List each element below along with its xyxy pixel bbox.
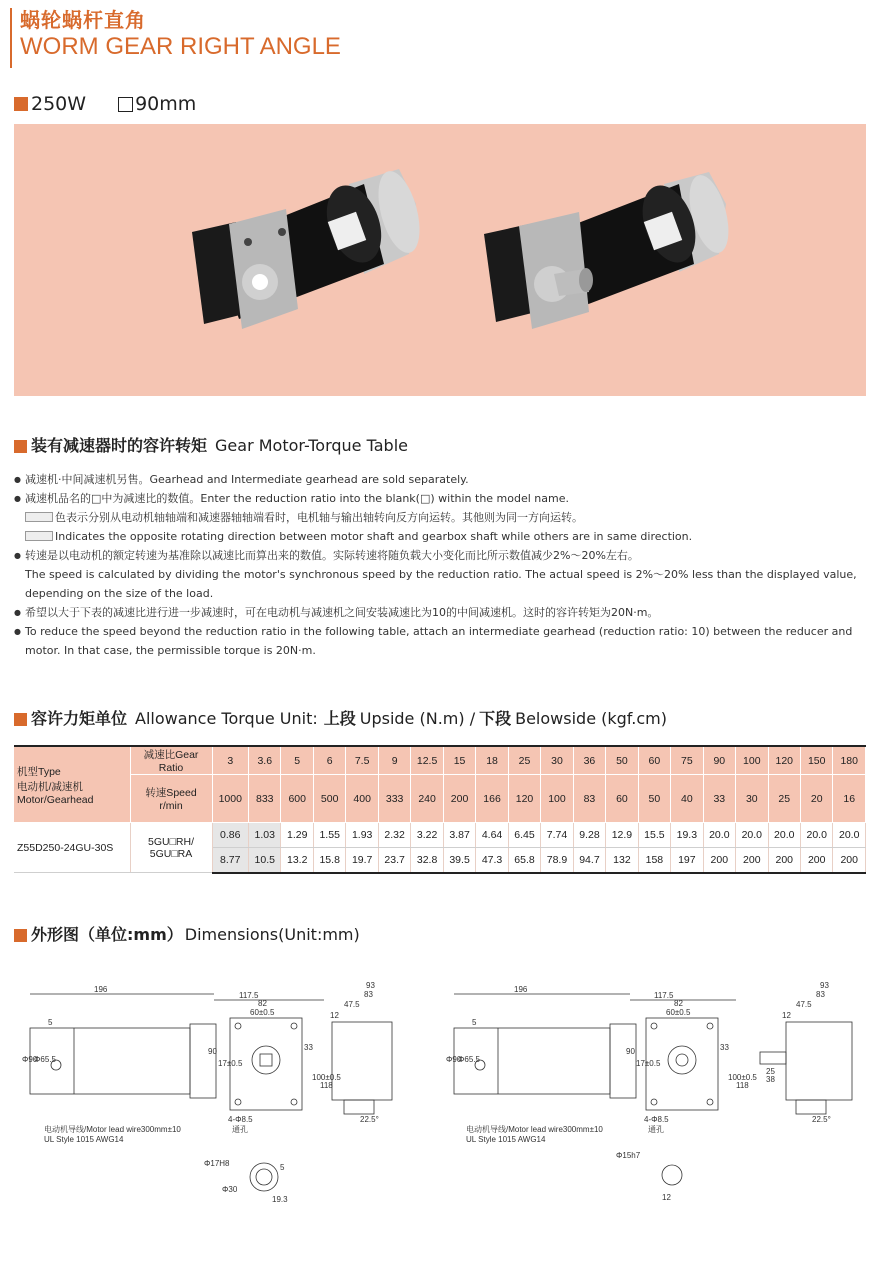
table-cell: 20.0 (833, 823, 866, 848)
table-cell: 200 (703, 848, 735, 873)
allow-section-cn: 容许力矩单位 (31, 709, 128, 728)
table-cell: 12.9 (606, 823, 638, 848)
dim-90: 90 (208, 1047, 217, 1056)
table-cell: 30 (736, 775, 768, 823)
table-cell: 200 (768, 848, 800, 873)
table-cell: 200 (736, 848, 768, 873)
type-header (14, 746, 130, 823)
dim-82: 82 (258, 999, 267, 1008)
table-cell: 0.86 (212, 823, 249, 848)
dim-19: 19.3 (272, 1195, 288, 1204)
dim-38: 38 (766, 1075, 775, 1084)
ratio-header: 减速比Gear Ratio (130, 746, 212, 775)
table-cell: 600 (281, 775, 313, 823)
table-cell: 50 (606, 746, 638, 775)
motor-label-cn: 电动机/减速机 (17, 780, 83, 793)
dim-100-r: 100±0.5 (728, 1073, 757, 1082)
dim-shaft-hole: Φ17H8 (204, 1159, 230, 1168)
table-cell: 1000 (212, 775, 249, 823)
belowside-cn: 下段 (479, 709, 512, 728)
dim-22-r: 22.5° (812, 1115, 831, 1124)
motor-label-en: Motor/Gearhead (17, 793, 94, 806)
note-text: Indicates the opposite rotating direction between motor shaft and gearbox shaft while others are in same direction. (55, 530, 693, 543)
dim-5-r: 5 (472, 1018, 477, 1027)
table-cell: 39.5 (443, 848, 475, 873)
table-cell: 20.0 (800, 823, 832, 848)
upside-cn: 上段 (323, 709, 356, 728)
dim-33: 33 (304, 1043, 313, 1052)
table-cell: 12.5 (411, 746, 443, 775)
dim-83-r: 83 (816, 990, 825, 999)
spec-frame: 90mm (135, 93, 197, 115)
dim-17: 17±0.5 (218, 1059, 243, 1068)
gearhead-model-1: 5GU□RH/ (147, 835, 194, 848)
table-cell: 9.28 (573, 823, 605, 848)
table-cell: 1.29 (281, 823, 313, 848)
table-cell: 83 (573, 775, 605, 823)
table-cell: 400 (346, 775, 378, 823)
table-cell: 90 (703, 746, 735, 775)
dim-117-r: 117.5 (654, 991, 674, 1000)
table-cell: 20.0 (703, 823, 735, 848)
allow-section-header (14, 709, 667, 729)
dims-section-cn: 外形图（单位:mm） (31, 925, 183, 944)
table-cell: 2.32 (378, 823, 410, 848)
allow-section-en: Allowance Torque Unit: (135, 709, 318, 728)
table-cell: 60 (638, 746, 670, 775)
table-cell: 6 (313, 746, 345, 775)
table-cell: 180 (833, 746, 866, 775)
table-cell: 75 (671, 746, 703, 775)
table-cell: 200 (800, 848, 832, 873)
table-cell: 23.7 (378, 848, 410, 873)
note-item (14, 527, 864, 546)
lead-wire-1: 电动机导线/Motor lead wire300mm±10 (44, 1125, 181, 1134)
table-cell: 30 (541, 746, 573, 775)
spec-power: 250W (31, 93, 87, 115)
dim-47: 47.5 (344, 1000, 360, 1009)
dim-shaft-dia: Φ15h7 (616, 1151, 641, 1160)
dim-90-r: 90 (626, 1047, 635, 1056)
drawing-solid-shaft (446, 981, 852, 1202)
torque-section-header (14, 436, 408, 456)
grey-swatch-icon (25, 531, 53, 541)
note-item: The speed is calculated by dividing the motor's synchronous speed by the reduction ratio. The actual speed is 2%～20% less than the displayed value, depending on the size of the load. (25, 568, 857, 600)
table-cell: 197 (671, 848, 703, 873)
table-cell: 20 (800, 775, 832, 823)
table-cell: 3.22 (411, 823, 443, 848)
lead-wire-2-r: UL Style 1015 AWG14 (466, 1135, 546, 1144)
dim-196: 196 (94, 985, 108, 994)
section-marker-icon (14, 713, 27, 726)
table-cell: 15.8 (313, 848, 345, 873)
table-cell: 19.3 (671, 823, 703, 848)
dim-117: 117.5 (239, 991, 259, 1000)
dims-section-en: Dimensions(Unit:mm) (184, 925, 360, 944)
table-cell: 4.64 (476, 823, 508, 848)
dim-12-r: 12 (782, 1011, 791, 1020)
table-cell: 200 (443, 775, 475, 823)
dim-100: 100±0.5 (312, 1073, 341, 1082)
dim-33-r: 33 (720, 1043, 729, 1052)
note-item: ● 转速是以电动机的额定转速为基准除以减速比而算出来的数值。实际转速将随负载大小变化而比所示数值减少2%～20%左右。 (14, 546, 864, 565)
title-english: WORM GEAR RIGHT ANGLE (20, 33, 341, 60)
dimension-drawings (14, 970, 866, 1210)
table-cell: 1.55 (313, 823, 345, 848)
dim-25: 25 (766, 1067, 775, 1076)
gearhead-model-2: 5GU□RA (149, 847, 193, 860)
dims-section-header (14, 925, 360, 945)
dim-12: 12 (330, 1011, 339, 1020)
dim-118: 118 (320, 1081, 333, 1090)
lead-wire-2: UL Style 1015 AWG14 (44, 1135, 124, 1144)
dim-47-r: 47.5 (796, 1000, 812, 1009)
table-cell: 25 (508, 746, 540, 775)
dim-17-r: 17±0.5 (636, 1059, 661, 1068)
table-cell: 500 (313, 775, 345, 823)
table-cell: 7.5 (346, 746, 378, 775)
table-cell: 333 (378, 775, 410, 823)
dim-thru-r: 通孔 (648, 1125, 664, 1134)
table-cell: 15.5 (638, 823, 670, 848)
table-cell: 200 (833, 848, 866, 873)
table-cell: 20.0 (736, 823, 768, 848)
upside-en: Upside (N.m) / (359, 709, 476, 728)
table-cell: 13.2 (281, 848, 313, 873)
table-cell: 166 (476, 775, 508, 823)
notes-list (14, 470, 864, 660)
dim-82-r: 82 (674, 999, 683, 1008)
table-cell: 15 (443, 746, 475, 775)
dim-phi30: Φ30 (222, 1185, 238, 1194)
table-cell: 3 (212, 746, 249, 775)
note-item: ● 减速机·中间减速机另售。Gearhead and Intermediate gearhead are sold separately. (14, 470, 864, 489)
table-cell: 9 (378, 746, 410, 775)
product-photo (14, 124, 866, 396)
table-cell: 10.5 (249, 848, 281, 873)
section-marker-icon (14, 929, 27, 942)
table-cell: 47.3 (476, 848, 508, 873)
table-cell: 33 (703, 775, 735, 823)
note-item: ● 减速机品名的□中为减速比的数值。Enter the reduction ratio into the blank(□) within the model name. (14, 489, 864, 508)
dim-118-r: 118 (736, 1081, 749, 1090)
gear-motor-hollow-shaft-image (192, 167, 427, 329)
table-cell: 1.03 (249, 823, 281, 848)
title-chinese: 蜗轮蜗杆直角 (20, 8, 146, 32)
table-cell: 50 (638, 775, 670, 823)
dim-12b: 12 (662, 1193, 671, 1202)
dim-phi90: Φ90 (22, 1055, 38, 1064)
note-text: 色表示分别从电动机轴轴端和减速器轴轴端看时，电机轴与输出轴转向反方向运转。其他则为同一方向运转。 (55, 511, 583, 524)
table-cell: 19.7 (346, 848, 378, 873)
table-cell: 1.93 (346, 823, 378, 848)
table-cell: 100 (541, 775, 573, 823)
dim-5b: 5 (280, 1163, 285, 1172)
dim-196-r: 196 (514, 985, 528, 994)
table-cell: 240 (411, 775, 443, 823)
table-cell: 94.7 (573, 848, 605, 873)
table-cell: 32.8 (411, 848, 443, 873)
spec-line (14, 92, 196, 116)
table-cell: 7.74 (541, 823, 573, 848)
table-cell: 3.6 (249, 746, 281, 775)
table-cell: 8.77 (212, 848, 249, 873)
table-cell: 60 (606, 775, 638, 823)
section-marker-icon (14, 440, 27, 453)
square-marker-icon (14, 97, 28, 111)
gear-motor-solid-shaft-image (484, 171, 736, 329)
torque-section-cn: 装有减速器时的容许转矩 (31, 436, 208, 455)
belowside-en: Belowside (kgf.cm) (515, 709, 667, 728)
table-cell: 18 (476, 746, 508, 775)
ratio-row (14, 746, 866, 775)
type-label: 机型Type (17, 765, 61, 778)
table-cell: 65.8 (508, 848, 540, 873)
model-cell: Z55D250-24GU-30S (14, 823, 130, 873)
table-cell: 36 (573, 746, 605, 775)
table-cell: 16 (833, 775, 866, 823)
note-item: ● 希望以大于下表的减速比进行进一步减速时，可在电动机与减速机之间安装减速比为10的中间减速机。这时的容许转矩为20N·m。 (14, 603, 864, 622)
table-cell: 20.0 (768, 823, 800, 848)
note-item (14, 508, 864, 527)
dim-phi65: Φ65.5 (34, 1055, 56, 1064)
dim-holes-r: 4-Φ8.5 (644, 1115, 669, 1124)
speed-row (14, 775, 866, 823)
table-cell: 25 (768, 775, 800, 823)
grey-swatch-icon (25, 512, 53, 522)
table-cell: 120 (768, 746, 800, 775)
speed-label: 转速Speed (145, 787, 197, 799)
speed-unit: r/min (159, 800, 183, 812)
table-cell: 78.9 (541, 848, 573, 873)
table-cell: 40 (671, 775, 703, 823)
dim-5: 5 (48, 1018, 53, 1027)
speed-header (130, 775, 212, 823)
dim-phi65-r: Φ65.5 (458, 1055, 480, 1064)
drawing-hollow-shaft (22, 981, 392, 1204)
dim-thru: 通孔 (232, 1125, 248, 1134)
table-cell: 6.45 (508, 823, 540, 848)
dim-holes: 4-Φ8.5 (228, 1115, 253, 1124)
gearhead-cell (130, 823, 212, 873)
dim-22: 22.5° (360, 1115, 379, 1124)
torque-section-en: Gear Motor-Torque Table (215, 436, 408, 455)
upside-row (14, 823, 866, 848)
dim-60: 60±0.5 (250, 1008, 275, 1017)
dim-93: 93 (366, 981, 375, 990)
table-cell: 3.87 (443, 823, 475, 848)
dim-83: 83 (364, 990, 373, 999)
dim-60-r: 60±0.5 (666, 1008, 691, 1017)
dim-phi90-r: Φ90 (446, 1055, 462, 1064)
table-cell: 150 (800, 746, 832, 775)
table-cell: 100 (736, 746, 768, 775)
title-block (10, 8, 341, 68)
table-cell: 833 (249, 775, 281, 823)
torque-table (14, 745, 866, 874)
table-cell: 132 (606, 848, 638, 873)
table-cell: 5 (281, 746, 313, 775)
table-cell: 158 (638, 848, 670, 873)
square-frame-icon (118, 97, 133, 112)
dim-93-r: 93 (820, 981, 829, 990)
table-cell: 120 (508, 775, 540, 823)
lead-wire-1-r: 电动机导线/Motor lead wire300mm±10 (466, 1125, 603, 1134)
note-item: ● To reduce the speed beyond the reduction ratio in the following table, attach an intermediate gearhead (reduction ratio: 10) between the reducer and motor. In that case, the permissible torque is 20N·m. (14, 622, 864, 660)
